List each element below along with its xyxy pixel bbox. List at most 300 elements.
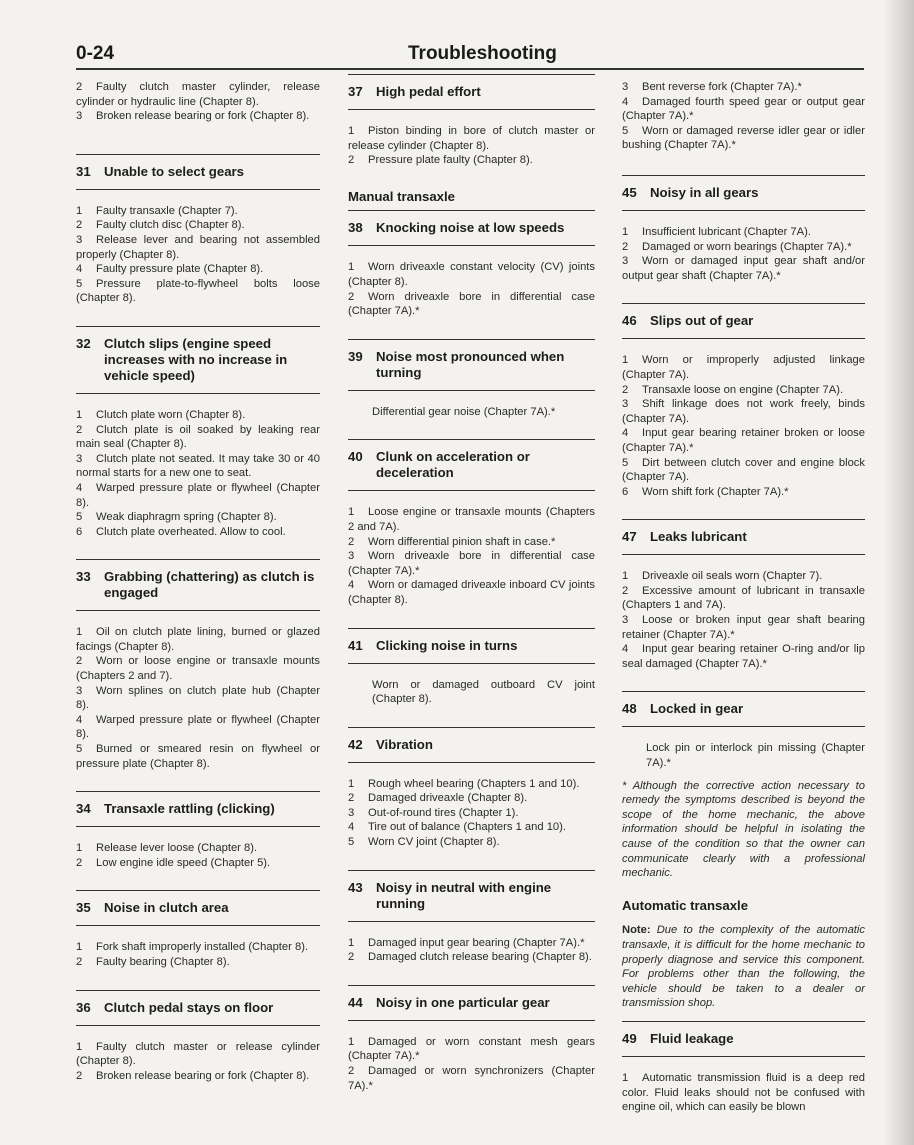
list-item [76,80,320,109]
list-item [622,80,865,95]
item-number: 3 [622,81,629,93]
item-text: Broken release bearing or fork (Chapter 8). [96,1069,310,1082]
list-item [76,525,320,540]
item-text: Warped pressure plate or flywheel (Chapter 8). [76,713,320,741]
section-heading [76,336,320,384]
item-text: Faulty transaxle (Chapter 7). [96,204,238,217]
section-rule [76,189,320,190]
item-text: Faulty clutch disc (Chapter 8). [96,219,245,232]
item-text: Damaged or worn constant mesh gears (Chapter 7A).* [348,1035,595,1063]
section-title-text: Noisy in all gears [650,184,759,200]
item-text: Input gear bearing retainer O-ring and/or lip seal damaged (Chapter 7A).* [622,643,865,670]
section-39 [348,339,595,420]
item-text: Clutch plate worn (Chapter 8). [96,408,246,421]
section-rule [76,925,320,926]
section-heading [622,185,865,201]
section-rule [348,727,595,728]
list-item [76,1040,320,1069]
section-rule [348,628,595,629]
item-number: 2 [76,219,83,232]
list-item [76,233,320,262]
list-item [348,505,595,534]
item-number: 2 [76,1069,83,1082]
section-rule [76,610,320,611]
item-number: 4 [622,95,629,108]
section-rule [76,326,320,327]
list-item [76,955,320,970]
section-rule [348,985,595,986]
item-text: Pressure plate faulty (Chapter 8). [368,154,533,167]
list-item [622,124,865,153]
item-text: Automatic transmission fluid is a deep red color. Fluid leaks should not be confused with engine oil, which can easily be blown [622,1071,865,1114]
item-text: Oil on clutch plate lining, burned or glazed facings (Chapter 8). [76,626,320,653]
section-rule [622,726,865,727]
list-item [76,423,320,452]
section-number: 45 [622,184,637,200]
list-item [622,225,865,240]
header-rule [76,68,864,70]
section-heading [622,701,865,717]
list-item [76,625,320,654]
item-number: 5 [76,277,83,290]
list-item [76,940,320,955]
section-42 [348,727,595,850]
item-text: Rough wheel bearing (Chapters 1 and 10). [368,777,580,790]
section-rule [622,519,865,520]
item-text: Clutch plate not seated. It may take 30 or 40 normal starts for a new one to seat. [76,452,320,480]
footnote: * Although the corrective action necessary to remedy the symptoms described is beyond the scope of the home mechanic, the above information should be helpful in isolating the cause of the condition so that the owner can communicate clearly with a professional mechanic. [622,779,865,880]
item-number: 1 [76,1040,83,1053]
section-heading [76,900,320,916]
list-item [348,777,595,792]
list-item [348,1064,595,1093]
item-number: 2 [348,290,355,303]
list-item [76,452,320,481]
section-heading [348,995,595,1011]
list-item [622,584,865,613]
section-rule [622,175,865,176]
section-heading [76,164,320,180]
section-title-text: Noisy in one particular gear [376,994,550,1010]
intro-items [622,80,865,153]
list-item [622,613,865,642]
list-item [76,262,320,277]
item-number: 1 [348,1035,355,1048]
list-item [76,856,320,871]
item-text: Damaged fourth speed gear or output gear (Chapter 7A).* [622,95,865,123]
item-number: 4 [76,713,83,726]
item-number: 2 [76,655,83,668]
item-number: 1 [348,506,355,519]
item-number: 2 [348,1065,355,1078]
item-number: 1 [348,936,355,949]
item-text: Damaged driveaxle (Chapter 8). [368,792,528,805]
section-heading [348,84,595,100]
list-item [622,485,865,500]
section-rule [348,74,595,75]
item-text: Clutch plate overheated. Allow to cool. [96,525,286,538]
item-text: Worn shift fork (Chapter 7A).* [642,485,789,498]
item-text: Fork shaft improperly installed (Chapter 8). [96,941,309,954]
list-item [76,841,320,856]
section-32 [76,326,320,539]
section-title-text: Knocking noise at low speeds [376,220,565,236]
item-text: Worn splines on clutch plate hub (Chapter 8). [76,684,320,712]
section-rule [76,559,320,560]
list-item [622,254,865,283]
section-title-text: Noisy in neutral with engine running [376,879,552,911]
item-text: Tire out of balance (Chapters 1 and 10). [368,821,566,834]
item-text: Release lever loose (Chapter 8). [96,842,258,855]
item-number: 2 [76,856,83,869]
section-title-text: Leaks lubricant [650,529,747,545]
note-paragraph [622,923,865,1011]
item-text: Weak diaphragm spring (Chapter 8). [96,511,277,524]
section-title-text: Clutch slips (engine speed increases with no increase in vehicle speed) [104,335,288,383]
item-text: Insufficient lubricant (Chapter 7A). [642,225,811,238]
section-heading [76,569,320,601]
section-rule [622,691,865,692]
section-rule [348,921,595,922]
section-rule [348,390,595,391]
section-36 [76,990,320,1084]
item-text: Damaged or worn synchronizers (Chapter 7A).* [348,1065,595,1092]
section-number: 36 [76,999,91,1015]
item-text: Warped pressure plate or flywheel (Chapter 8). [76,481,320,509]
section-title-text: Unable to select gears [104,163,244,179]
section-rule [76,1025,320,1026]
section-heading [348,220,595,236]
section-rule [348,339,595,340]
section-number: 40 [348,449,363,465]
section-text: Worn or damaged outboard CV joint (Chapter 8). [372,678,595,706]
list-item [76,742,320,771]
section-number: 46 [622,313,637,329]
item-number: 4 [348,821,355,834]
section-title-text: Clutch pedal stays on floor [104,999,274,1015]
section-rule [622,338,865,339]
section-rule [622,1021,865,1022]
item-text: Worn or damaged reverse idler gear or idler bushing (Chapter 7A).* [622,124,865,152]
item-number: 1 [348,261,355,274]
item-number: 3 [622,255,629,268]
item-number: 1 [622,1071,629,1084]
item-text: Burned or smeared resin on flywheel or pressure plate (Chapter 8). [76,743,320,770]
item-number: 2 [348,535,355,548]
section-heading [348,449,595,481]
item-number: 2 [622,584,629,597]
item-number: 3 [76,233,83,246]
section-heading [348,638,595,654]
list-item [76,481,320,510]
section-rule [76,393,320,394]
item-text: Damaged or worn bearings (Chapter 7A).* [642,240,852,253]
section-number: 32 [76,335,91,351]
list-item [348,820,595,835]
section-rule [76,791,320,792]
section-text: Lock pin or interlock pin missing (Chapter 7A).* [646,742,865,770]
section-rule [622,303,865,304]
list-item [622,353,865,382]
section-heading [348,349,595,381]
section-46 [622,303,865,499]
note-label: Note: [622,924,651,937]
list-item [76,1069,320,1084]
item-text: Transaxle loose on engine (Chapter 7A). [642,383,844,396]
section-title-text: Fluid leakage [650,1030,734,1046]
page-title: Troubleshooting [408,43,557,64]
list-item [76,713,320,742]
item-text: Pressure plate-to-flywheel bolts loose (Chapter 8). [76,277,320,305]
list-item [348,950,595,965]
item-number: 3 [622,398,629,411]
item-number: 4 [76,481,83,494]
section-heading [76,801,320,817]
list-item [76,654,320,683]
section-34 [76,791,320,870]
list-item [622,569,865,584]
section-rule [348,109,595,110]
section-heading [348,737,595,753]
section-title-text: Slips out of gear [650,313,754,329]
section-41 [348,628,595,707]
section-45 [622,175,865,283]
section-title-text: Vibration [376,736,433,752]
list-item [348,260,595,289]
item-number: 2 [622,383,629,396]
section-40 [348,439,595,607]
list-item [622,456,865,485]
section-number: 41 [348,637,363,653]
item-text: Input gear bearing retainer broken or loose (Chapter 7A).* [622,427,865,454]
list-item [76,277,320,306]
section-heading [76,1000,320,1016]
item-number: 4 [76,263,83,276]
item-number: 5 [622,456,629,469]
list-item [622,240,865,255]
section-rule [348,1020,595,1021]
list-item [348,806,595,821]
item-text: Release lever and bearing not assembled properly (Chapter 8). [76,233,320,261]
item-text: Worn or damaged driveaxle inboard CV joints (Chapter 8). [348,579,595,606]
section-number: 37 [348,84,363,99]
item-text: Excessive amount of lubricant in transaxle (Chapters 1 and 7A). [622,584,865,612]
list-item [348,791,595,806]
item-number: 1 [622,354,629,367]
section-rule [348,870,595,871]
item-text: Out-of-round tires (Chapter 1). [368,806,519,819]
item-number: 5 [76,511,83,524]
page-header [0,0,914,72]
list-item [76,684,320,713]
section-number: 43 [348,879,363,895]
item-text: Loose or broken input gear shaft bearing retainer (Chapter 7A).* [622,614,865,641]
section-number: 31 [76,163,91,179]
item-text: Clutch plate is oil soaked by leaking rear main seal (Chapter 8). [76,423,320,451]
list-item [348,936,595,951]
item-text: Worn driveaxle bore in differential case (Chapter 7A).* [348,550,595,577]
manual-transaxle-heading: Manual transaxle [348,188,456,204]
item-number: 2 [348,154,355,167]
column-3 [622,80,865,1115]
section-rule [348,439,595,440]
list-item [622,1071,865,1115]
item-number: 2 [76,81,83,93]
column-1 [76,80,320,1083]
item-number: 2 [76,956,83,968]
item-text: Piston binding in bore of clutch master or release cylinder (Chapter 8). [348,125,595,152]
section-44 [348,985,595,1093]
section-number: 33 [76,569,91,585]
section-title-text: Clunk on acceleration or deceleration [376,449,530,481]
item-text: Damaged clutch release bearing (Chapter 8). [368,951,592,964]
item-number: 1 [348,777,355,790]
section-title-text: Noise in clutch area [104,900,229,916]
list-item [348,578,595,607]
item-number: 4 [622,427,629,440]
item-text: Worn or loose engine or transaxle mounts (Chapters 2 and 7). [76,655,320,683]
item-number: 3 [622,614,629,627]
list-item [348,290,595,319]
section-31 [76,154,320,306]
item-text: Driveaxle oil seals worn (Chapter 7). [642,570,823,583]
item-number: 6 [76,525,83,538]
list-item [622,383,865,398]
item-text: Worn driveaxle constant velocity (CV) joints (Chapter 8). [348,261,595,288]
item-text: Bent reverse fork (Chapter 7A).* [642,81,802,93]
item-text: Dirt between clutch cover and engine block (Chapter 7A). [622,456,865,484]
automatic-transaxle-heading: Automatic transaxle [622,897,749,913]
section-number: 44 [348,994,363,1010]
section-number: 39 [348,348,363,364]
item-text: Faulty pressure plate (Chapter 8). [96,263,264,276]
section-number: 48 [622,701,637,717]
item-text: Worn or improperly adjusted linkage (Chapter 7A). [622,354,865,381]
section-rule [622,1056,865,1057]
item-text: Worn driveaxle bore in differential case (Chapter 7A).* [348,290,595,318]
item-text: Loose engine or transaxle mounts (Chapters 2 and 7A). [348,506,595,533]
list-item [76,510,320,525]
item-text: Broken release bearing or fork (Chapter 8). [96,110,310,123]
section-number: 35 [76,900,91,916]
section-rule [622,210,865,211]
item-number: 5 [76,743,83,756]
section-title-text: Locked in gear [650,701,744,717]
section-49 [622,1021,865,1115]
item-text: Faulty bearing (Chapter 8). [96,956,230,968]
section-text: Differential gear noise (Chapter 7A).* [372,405,556,418]
item-number: 1 [348,125,355,137]
item-number: 1 [76,842,83,855]
section-title-text: Transaxle rattling (clicking) [104,801,275,817]
section-number: 42 [348,736,363,752]
list-item [348,124,595,153]
item-text: Worn CV joint (Chapter 8). [368,836,500,849]
item-number: 1 [76,408,83,421]
list-item [622,397,865,426]
section-47 [622,519,865,671]
section-rule [76,826,320,827]
section-35 [76,890,320,969]
item-number: 4 [622,643,629,656]
section-33 [76,559,320,771]
section-heading [622,313,865,329]
item-number: 6 [622,485,629,498]
note-text: Due to the complexity of the automatic transaxle, it is difficult for the home mechanic to properly diagnose and service this component. For problems other than the following, the vehicle should be taken to a dealer or transmission shop. [622,924,865,1010]
section-heading [348,880,595,912]
list-item [622,426,865,455]
item-number: 2 [76,423,83,436]
section-rule [76,154,320,155]
section-number: 34 [76,801,91,817]
item-number: 2 [348,951,355,964]
section-title-text: Grabbing (chattering) as clutch is engaged [104,569,315,601]
list-item [348,535,595,550]
section-37 [348,74,595,168]
item-number: 1 [76,626,83,639]
item-number: 1 [622,570,629,583]
list-item [76,109,320,124]
section-rule [348,210,595,211]
item-number: 1 [622,225,629,238]
section-rule [348,663,595,664]
item-number: 3 [348,806,355,819]
section-rule [76,990,320,991]
list-item [348,835,595,850]
page-edge-shadow [884,0,914,1145]
item-number: 3 [348,550,355,563]
item-number: 1 [76,204,83,217]
list-item [622,95,865,124]
item-text: Faulty clutch master cylinder, release cylinder or hydraulic line (Chapter 8). [76,81,320,108]
item-text: Low engine idle speed (Chapter 5). [96,856,271,869]
section-43 [348,870,595,965]
section-number: 47 [622,529,637,545]
section-title-text: High pedal effort [376,84,481,99]
page-number: 0-24 [76,43,115,64]
item-text: Shift linkage does not work freely, binds (Chapter 7A). [622,398,865,425]
list-item [348,153,595,168]
list-item [348,549,595,578]
item-text: Worn differential pinion shaft in case.* [368,535,556,548]
item-number: 2 [348,792,355,805]
item-number: 5 [622,124,629,137]
section-rule [348,245,595,246]
item-text: Worn or damaged input gear shaft and/or output gear shaft (Chapter 7A).* [622,255,865,282]
section-title-text: Clicking noise in turns [376,637,518,653]
section-number: 38 [348,220,363,236]
intro-items [76,80,320,124]
item-text: Damaged input gear bearing (Chapter 7A).* [368,936,585,949]
list-item [76,204,320,219]
section-heading [622,1031,865,1047]
section-title-text: Noise most pronounced when turning [376,348,565,380]
section-38 [348,210,595,318]
list-item [348,1035,595,1064]
section-rule [622,554,865,555]
section-number: 49 [622,1030,637,1046]
item-text: Faulty clutch master or release cylinder (Chapter 8). [76,1040,320,1068]
item-number: 5 [348,836,355,849]
item-number: 1 [76,941,83,954]
item-number: 3 [76,452,83,465]
section-rule [348,490,595,491]
section-rule [348,762,595,763]
item-number: 2 [622,240,629,253]
list-item [76,408,320,423]
item-number: 3 [76,684,83,697]
section-48 [622,691,865,770]
